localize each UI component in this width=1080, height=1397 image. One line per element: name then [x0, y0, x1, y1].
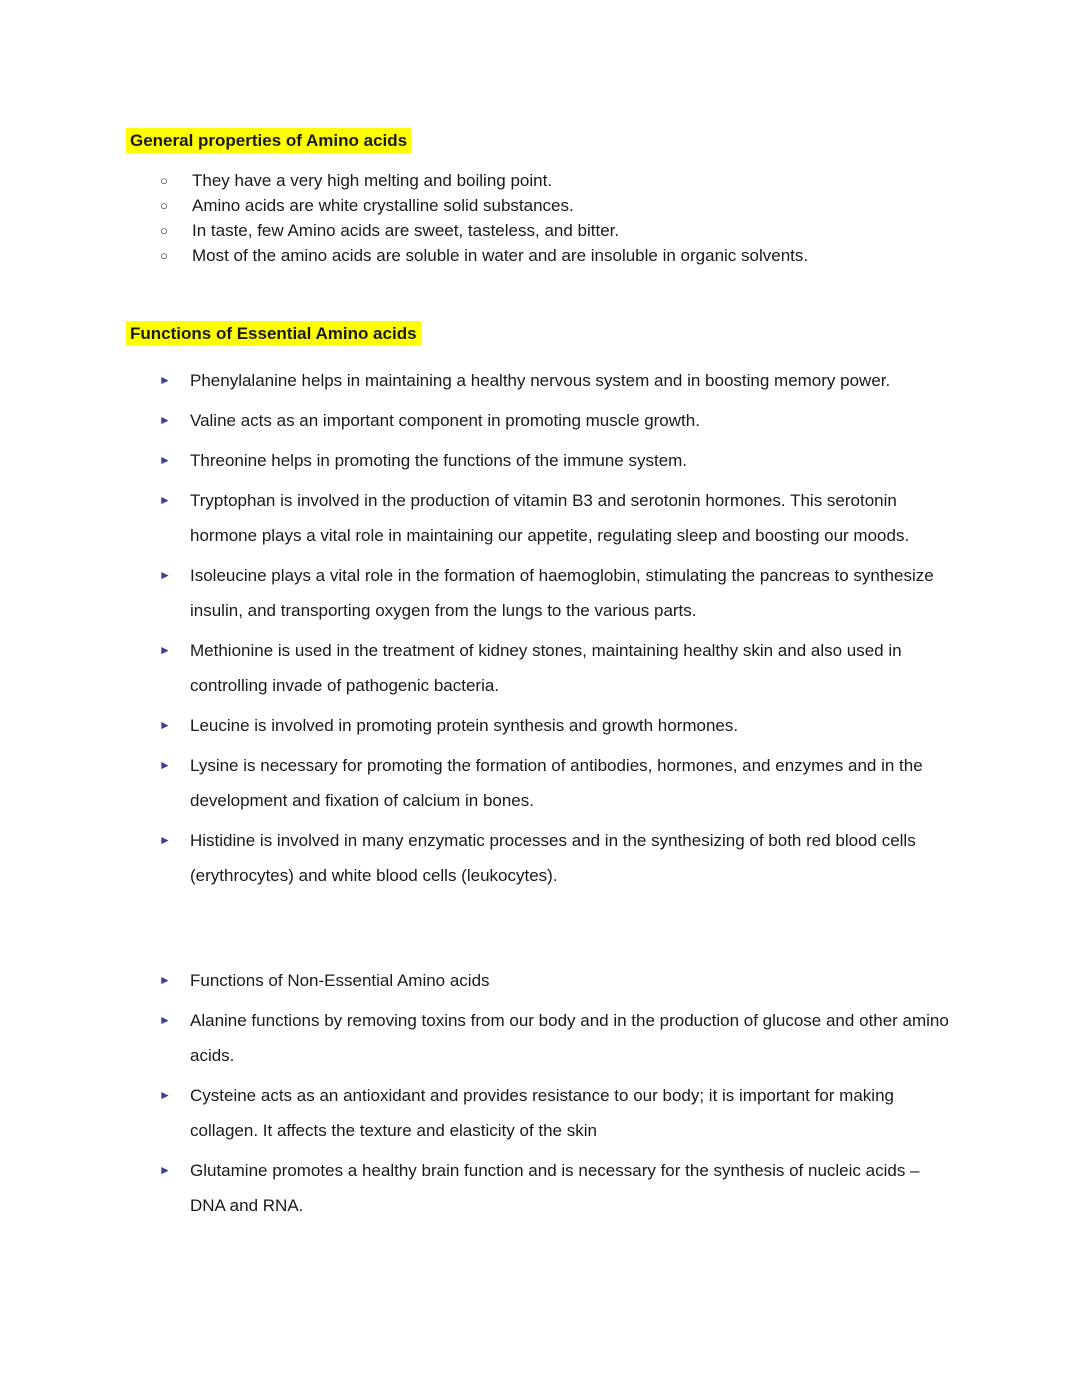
- list-item: [126, 443, 954, 478]
- list-item: [126, 1153, 954, 1223]
- list-item-text: Amino acids are white crystalline solid substances.: [192, 196, 574, 215]
- section-heading: General properties of Amino acids: [126, 128, 411, 153]
- list-item-text: Isoleucine plays a vital role in the formation of haemoglobin, stimulating the pancreas to synthesize insulin, and transporting oxygen from the lungs to the various parts.: [190, 566, 934, 620]
- section-general-properties: [126, 128, 954, 268]
- bullet-list-essential-functions: [126, 363, 954, 893]
- list-item: [126, 193, 954, 218]
- list-item-text: Methionine is used in the treatment of kidney stones, maintaining healthy skin and also used in controlling invade of pathogenic bacteria.: [190, 641, 902, 695]
- bullet-list-non-essential-functions: [126, 963, 954, 1223]
- section-heading: Functions of Essential Amino acids: [126, 321, 421, 346]
- arrow-bullet-icon: ►: [159, 718, 171, 732]
- list-item-text: Alanine functions by removing toxins from our body and in the production of glucose and other amino acids.: [190, 1011, 949, 1065]
- list-item: [126, 168, 954, 193]
- list-item: [126, 483, 954, 553]
- arrow-bullet-icon: ►: [159, 973, 171, 987]
- list-item: [126, 243, 954, 268]
- list-item-text: Glutamine promotes a healthy brain function and is necessary for the synthesis of nucleic acids – DNA and RNA.: [190, 1161, 920, 1215]
- section-essential-functions: [126, 321, 954, 1223]
- list-item: [126, 963, 954, 998]
- list-item: [126, 748, 954, 818]
- list-item: [126, 1078, 954, 1148]
- list-item-text: Leucine is involved in promoting protein synthesis and growth hormones.: [190, 716, 739, 735]
- arrow-bullet-icon: ►: [159, 453, 171, 467]
- list-item-text: Lysine is necessary for promoting the formation of antibodies, hormones, and enzymes and in the development and fixation of calcium in bones.: [190, 756, 923, 810]
- list-item-text: Cysteine acts as an antioxidant and provides resistance to our body; it is important for making collagen. It affects the texture and elasticity of the skin: [190, 1086, 894, 1140]
- arrow-bullet-icon: ►: [159, 413, 171, 427]
- arrow-bullet-icon: ►: [159, 568, 171, 582]
- arrow-bullet-icon: ►: [159, 1013, 171, 1027]
- list-item-text: They have a very high melting and boiling point.: [192, 171, 553, 190]
- list-item-text: In taste, few Amino acids are sweet, tasteless, and bitter.: [192, 221, 620, 240]
- list-item: [126, 218, 954, 243]
- bullet-list-general-properties: [126, 168, 954, 268]
- circle-bullet-icon: ○: [160, 198, 168, 213]
- arrow-bullet-icon: ►: [159, 1163, 171, 1177]
- arrow-bullet-icon: ►: [159, 833, 171, 847]
- list-item-text: Most of the amino acids are soluble in water and are insoluble in organic solvents.: [192, 246, 809, 265]
- list-item: [126, 558, 954, 628]
- list-item-text: Tryptophan is involved in the production of vitamin B3 and serotonin hormones. This serotonin hormone plays a vital role in maintaining our appetite, regulating sleep and boosting our moods.: [190, 491, 910, 545]
- arrow-bullet-icon: ►: [159, 373, 171, 387]
- arrow-bullet-icon: ►: [159, 1088, 171, 1102]
- arrow-bullet-icon: ►: [159, 643, 171, 657]
- list-item-text: Threonine helps in promoting the functions of the immune system.: [190, 451, 688, 470]
- circle-bullet-icon: ○: [160, 223, 168, 238]
- list-item-text: Histidine is involved in many enzymatic processes and in the synthesizing of both red blood cells (erythrocytes) and white blood cells (leukocytes).: [190, 831, 916, 885]
- list-item: [126, 823, 954, 893]
- list-item-text: Phenylalanine helps in maintaining a healthy nervous system and in boosting memory power.: [190, 371, 891, 390]
- list-item: [126, 363, 954, 398]
- list-item-text: Functions of Non-Essential Amino acids: [190, 971, 490, 990]
- list-item: [126, 633, 954, 703]
- list-item-text: Valine acts as an important component in promoting muscle growth.: [190, 411, 700, 430]
- circle-bullet-icon: ○: [160, 173, 168, 188]
- arrow-bullet-icon: ►: [159, 493, 171, 507]
- list-item: [126, 708, 954, 743]
- arrow-bullet-icon: ►: [159, 758, 171, 772]
- list-item: [126, 403, 954, 438]
- list-item: [126, 1003, 954, 1073]
- circle-bullet-icon: ○: [160, 248, 168, 263]
